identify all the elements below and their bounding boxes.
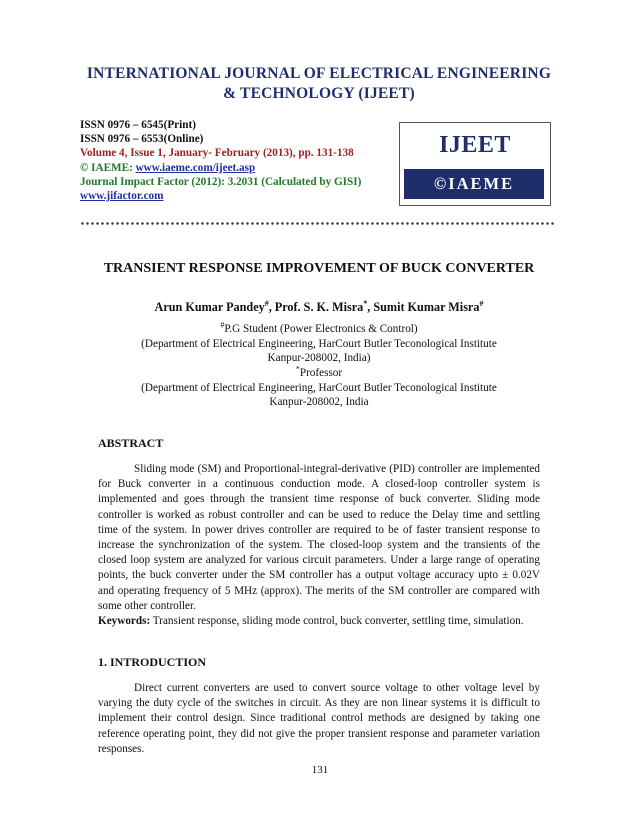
dotted-divider [80, 222, 554, 225]
issn-print: ISSN 0976 – 6545(Print) [80, 119, 196, 131]
journal-title [60, 64, 578, 104]
issn-online: ISSN 0976 – 6553(Online) [80, 133, 204, 146]
introduction-body [98, 681, 540, 757]
author-1: Arun Kumar Pandey [154, 300, 265, 314]
abstract-text: Sliding mode (SM) and Proportional-integral-derivative (PID) controller are implemented for Buck converter in a continuous conduction mode. A closed-loop controller system is implemented and goes through the transient time response of buck converter. Sliding mode controller is worked as robust controller and can be used to reduce the Delay time and settling time of the system. In power drives controller are required to be of faster transient response to increase the synchronization of the system. The closed-loop system and the transients of the closed loop system are analyzed for various circuit parameters. Under a large range of operating points, the buck converter under the SM controller has a output voltage accuracy upto ± 0.02V and operating frequency of 5 MHz (approx). The merits of the SM controller are compared with some other controller. [98, 463, 540, 612]
author-2-mark: * [363, 298, 368, 308]
keywords-label: Keywords: [98, 615, 151, 627]
keywords-text: Transient response, sliding mode control, buck converter, settling time, simulation. [150, 615, 524, 627]
journal-meta [80, 118, 361, 203]
logo-iaeme-text: ©IAEME [404, 169, 544, 199]
introduction-text: Direct current converters are used to convert source voltage to other voltage level by varying the duty cycle of the switches in circuit. As they are non linear systems it is difficult to implement their control design. Since traditional control methods are designed by taking one reference operating point, they did not give the proper transient response and parameter variation responses. [98, 682, 540, 755]
affiliation-2-line3: Kanpur-208002, India [269, 396, 369, 408]
iaeme-line [80, 161, 361, 175]
ijeet-logo [399, 122, 551, 206]
author-line [80, 300, 558, 315]
affiliation-2 [80, 366, 558, 410]
author-1-mark: # [264, 298, 269, 308]
iaeme-link[interactable]: www.iaeme.com/ijeet.asp [135, 161, 256, 174]
affiliation-1-line3: Kanpur-208002, India) [267, 352, 371, 364]
paper-title: TRANSIENT RESPONSE IMPROVEMENT OF BUCK CONVERTER [103, 261, 535, 276]
affiliation-1 [80, 322, 558, 366]
affiliation-1-line2: (Department of Electrical Engineering, HarCourt Butler Teconological Institute [141, 337, 497, 350]
keywords [98, 614, 540, 629]
affiliation-1-mark: # [220, 320, 225, 330]
impact-factor: Journal Impact Factor (2012): 3.2031 (Calculated by GISI) [80, 175, 362, 188]
author-3: , Sumit Kumar Misra [367, 300, 480, 314]
logo-ijeet-text: IJEET [439, 132, 511, 158]
iaeme-label: © IAEME: [80, 161, 136, 174]
author-3-mark: # [479, 298, 484, 308]
journal-title-line1: INTERNATIONAL JOURNAL OF ELECTRICAL ENGINEERING [86, 65, 552, 82]
affiliation-1-line1: P.G Student (Power Electronics & Control) [224, 323, 418, 335]
journal-title-line2: & TECHNOLOGY (IJEET) [223, 85, 415, 102]
jifactor-link[interactable]: www.jifactor.com [80, 190, 164, 203]
abstract-body [98, 462, 540, 614]
author-2: , Prof. S. K. Misra [268, 300, 364, 314]
volume-info: Volume 4, Issue 1, January- February (2013), pp. 131-138 [80, 147, 354, 160]
affiliation-2-mark: * [295, 364, 300, 374]
introduction-heading: 1. INTRODUCTION [98, 655, 207, 669]
affiliation-2-line2: (Department of Electrical Engineering, HarCourt Butler Teconological Institute [141, 381, 497, 394]
abstract-heading: ABSTRACT [98, 436, 164, 450]
page-number: 131 [311, 764, 329, 776]
affiliation-2-line1: Professor [299, 367, 343, 379]
